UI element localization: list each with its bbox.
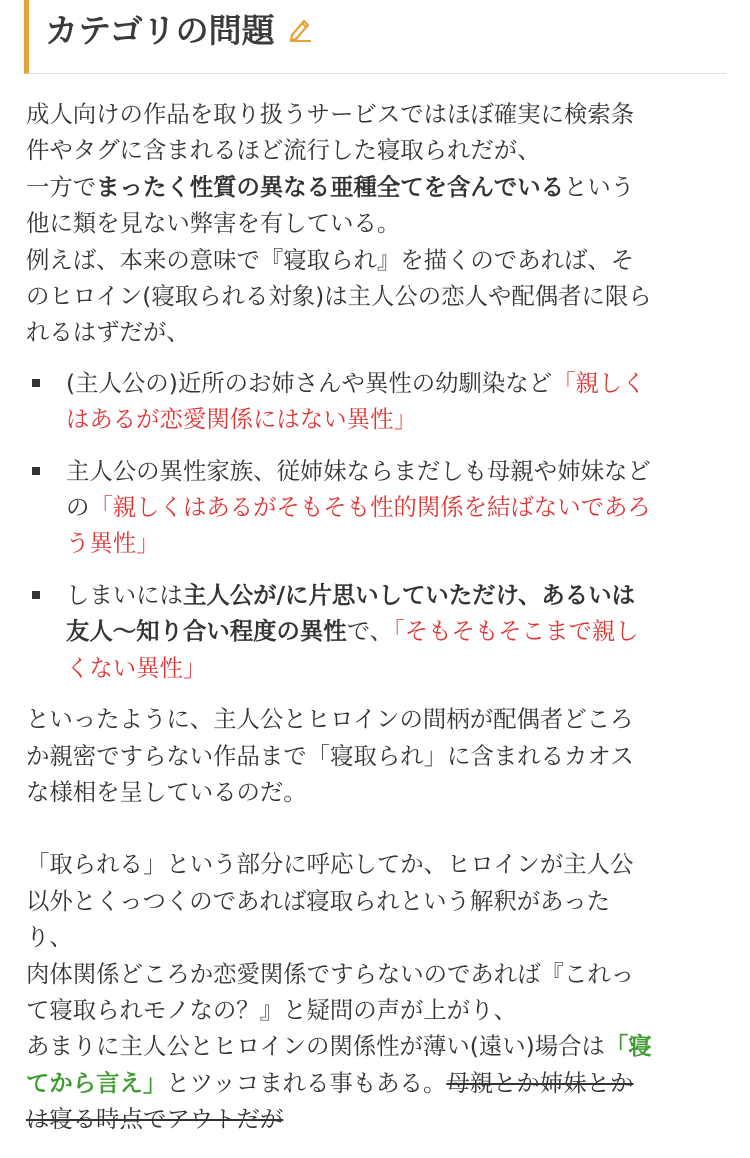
text-segment: という xyxy=(563,172,635,201)
text-line: 件やタグに含まれるほど流行した寝取られだが、 xyxy=(26,136,541,165)
highlight-red: くない異性」 xyxy=(66,653,207,682)
highlight-red: 「親しく xyxy=(552,368,646,397)
bullet-icon xyxy=(32,379,40,387)
highlight-green: てから言え」 xyxy=(26,1068,167,1097)
text-line: 以外とくっつくのであれば寝取られという解釈があった xyxy=(26,886,611,915)
text-line: といったように、主人公とヒロインの間柄が配偶者どころ xyxy=(26,705,634,734)
text-line: 肉体関係どころか恋愛関係ですらないのであれば『これっ xyxy=(26,959,635,988)
text-line xyxy=(66,365,731,401)
text-segment: で、 xyxy=(346,617,394,646)
page-title: カテゴリの問題 xyxy=(45,11,275,50)
text-segment: とツッコまれる事もある。 xyxy=(166,1068,447,1097)
text-line: 他に類を見ない弊害を有している。 xyxy=(26,209,401,238)
text-line: のヒロイン(寝取られる対象)は主人公の恋人や配偶者に限ら xyxy=(26,282,652,311)
highlight-green: 「寝 xyxy=(604,1032,652,1061)
text-line xyxy=(66,489,731,525)
text-line xyxy=(66,577,731,613)
list-item xyxy=(26,365,731,438)
article-body xyxy=(26,96,731,1138)
bold-text: 主人公が/に片思いしていただけ、あるいは xyxy=(182,580,635,609)
bold-text: まったく性質の異なる亜種全てを含んでいる xyxy=(96,172,564,201)
highlight-red: 「そもそもそこまで親し xyxy=(393,617,639,646)
text-line: 主人公の異性家族、従姉妹ならまだしも母親や姉妹など xyxy=(66,456,651,485)
text-segment: 一方で xyxy=(26,172,97,201)
bullet-icon xyxy=(32,467,40,475)
bullet-list xyxy=(26,365,731,686)
text-segment: しまいには xyxy=(66,580,183,609)
text-line: か親密ですらない作品まで「寝取られ」に含まれるカオス xyxy=(26,741,634,770)
text-line: 成人向けの作品を取り扱うサービスではほぼ確実に検索条 xyxy=(26,100,635,128)
text-line: 「取られる」という部分に呼応してか、ヒロインが主人公 xyxy=(26,850,634,879)
text-line: れるはずだが、 xyxy=(26,318,190,347)
section-heading xyxy=(24,0,726,74)
text-line: り、 xyxy=(26,923,73,952)
bullet-icon xyxy=(32,591,40,599)
text-line: て寝取られモノなの？』と疑問の声が上がり、 xyxy=(26,995,517,1024)
text-line: な様相を呈しているのだ。 xyxy=(26,777,307,806)
text-line xyxy=(26,169,731,205)
text-segment: の xyxy=(66,493,90,522)
text-segment: (主人公の)近所のお姉さんや異性の幼馴染など xyxy=(66,368,553,397)
strikethrough-text: は寝る時点でアウトだが xyxy=(26,1105,284,1134)
text-line xyxy=(26,1028,731,1064)
bold-text: 友人〜知り合い程度の異性 xyxy=(66,617,347,646)
list-item xyxy=(26,453,731,562)
text-line xyxy=(66,613,731,649)
highlight-red: 「親しくはあるがそもそも性的関係を結ばないであろ xyxy=(89,493,651,522)
list-item xyxy=(26,577,731,686)
paragraph-intro xyxy=(26,96,731,351)
paragraph-chaos xyxy=(26,701,731,810)
blank-line xyxy=(26,810,731,846)
text-line xyxy=(26,1065,731,1101)
text-line: 例えば、本来の意味で『寝取られ』を描くのであれば、そ xyxy=(26,245,635,274)
pencil-icon[interactable] xyxy=(287,16,313,42)
paragraph-interpretation xyxy=(26,846,731,1137)
text-segment: あまりに主人公とヒロインの関係性が薄い(遠い)場合は xyxy=(26,1032,605,1061)
highlight-red: はあるが恋愛関係にはない異性」 xyxy=(66,405,417,434)
strikethrough-text: 母親とか姉妹とか xyxy=(446,1068,634,1097)
highlight-red: う異性」 xyxy=(66,529,160,558)
